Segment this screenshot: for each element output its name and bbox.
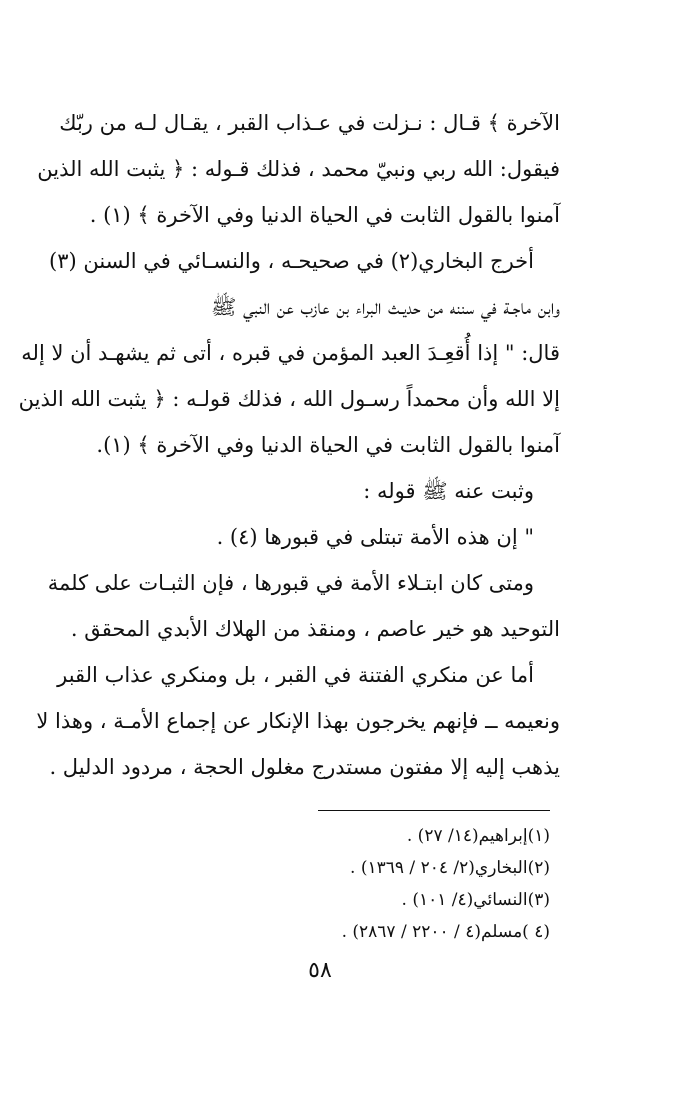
- footnote: (٢)البخاري(٢/ ٢٠٤ / ١٣٦٩) .: [350, 858, 550, 878]
- footnote: (٣)النسائي(٤/ ١٠١) .: [401, 890, 550, 910]
- main-text: [18, 100, 560, 790]
- text-line: يذهب إليه إلا مفتون مستدرج مغلول الحجة ، مردود الدليل .: [49, 755, 560, 779]
- text-line: أما عن منكري الفتنة في القبر ، بل ومنكري عذاب القبر: [57, 663, 534, 687]
- text-line: ومتى كان ابتـلاء الأمة في قبورها ، فإن الثبـات على كلمة: [47, 571, 534, 595]
- text-line: الآخرة ﴾ قـال : نـزلت في عـذاب القبر ، يقـال لـه من ربّك: [59, 111, 560, 135]
- text-line: ونعيمه ــ فإنهم يخرجون بهذا الإنكار عن إجماع الأمـة ، وهذا لا: [36, 709, 560, 733]
- text-line: آمنوا بالقول الثابت في الحياة الدنيا وفي الآخرة ﴾ (١) .: [89, 203, 560, 227]
- footnotes: [250, 820, 550, 948]
- text-line: التوحيد هو خير عاصم ، ومنقذ من الهلاك الأبدي المحقق .: [70, 617, 560, 641]
- text-line: آمنوا بالقول الثابت في الحياة الدنيا وفي الآخرة ﴾ (١).: [96, 433, 560, 457]
- text-line: فيقول: الله ربي ونبيّ محمد ، فذلك قـوله : ﴿ يثبت الله الذين: [37, 157, 560, 181]
- footnote: (١)إبراهيم(١٤/ ٢٧) .: [406, 826, 550, 846]
- page-number: ٥٨: [308, 958, 332, 983]
- footnote-divider: [318, 810, 550, 811]
- text-line: " إن هذه الأمة تبتلى في قبورها (٤) .: [216, 525, 534, 549]
- text-line: إلا الله وأن محمداً رسـول الله ، فذلك قولـه : ﴿ يثبت الله الذين: [18, 387, 560, 411]
- text-line: وثبت عنه ﷺ قوله :: [363, 479, 534, 503]
- text-line: قال: " إذا أُقعِـدَ العبد المؤمن في قبره ، أتى ثم يشهـد أن لا إله: [21, 341, 560, 365]
- text-line: أخرج البخاري(٢) في صحيحـه ، والنسـائي في السنن (٣): [48, 249, 534, 273]
- footnote: (٤ )مسلم(٤ / ٢٢٠٠ / ٢٨٦٧) .: [341, 922, 550, 942]
- text-line: وابن ماجـة في سننه من حديـث البراء بن عازب عن النبي ﷺ: [210, 295, 560, 319]
